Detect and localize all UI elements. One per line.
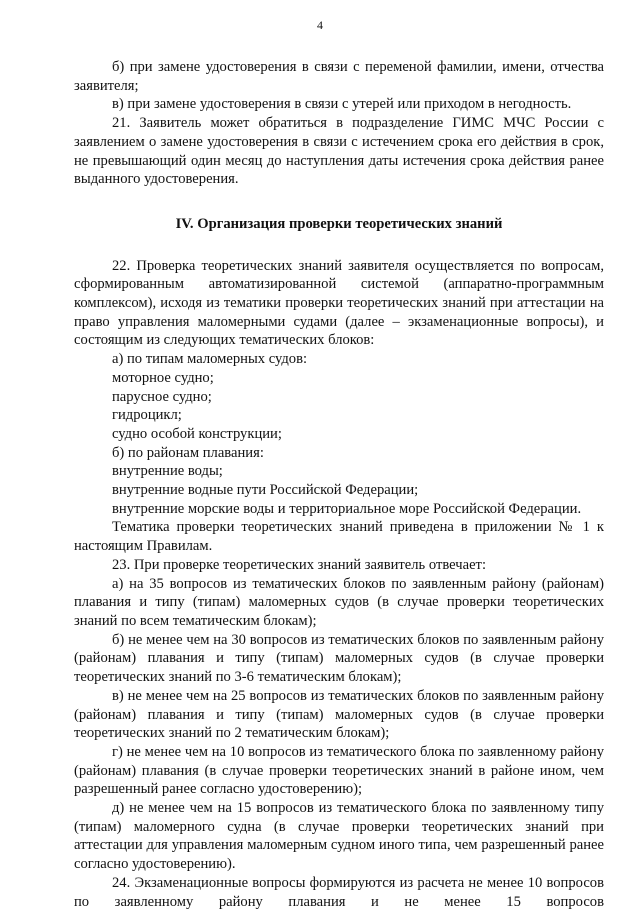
- page-number: 4: [317, 18, 323, 32]
- paragraph: Тематика проверки теоретических знаний приведена в приложении № 1 к настоящим Правилам.: [74, 519, 604, 555]
- paragraph: в) не менее чем на 25 вопросов из тематических блоков по заявленным району (районам) плавания и типу (типам) маломерных судов (в случае проверки теоретических знаний по 2 тематическим блокам);: [74, 687, 604, 742]
- list-item: внутренние морские воды и территориальное море Российской Федерации.: [112, 500, 582, 517]
- paragraph: 24. Экзаменационные вопросы формируются из расчета не менее 10 вопросов по заявленному району плавания и не менее 15 вопросов: [74, 874, 604, 910]
- list-item: судно особой конструкции;: [112, 425, 282, 442]
- paragraph: г) не менее чем на 10 вопросов из тематического блока по заявленному району (районам) плавания (в случае проверки теоретических знаний в районе ином, чем разрешенный ранее согласно удостоверению);: [74, 743, 604, 798]
- paragraph: 22. Проверка теоретических знаний заявителя осуществляется по вопросам, сформированным автоматизированной системой (аппаратно-программным комплексом), исходя из тематики проверки теоретических знаний при аттестации на право управления маломерными судами (далее – экзаменационные вопросы), и состоящим из следующих тематических блоков:: [74, 257, 604, 349]
- list-item: б) по районам плавания:: [112, 444, 264, 461]
- document-body: [74, 58, 604, 911]
- section-heading: IV. Организация проверки теоретических знаний: [175, 215, 503, 232]
- paragraph: в) при замене удостоверения в связи с утерей или приходом в негодность.: [112, 96, 572, 113]
- list-item: а) по типам маломерных судов:: [112, 351, 308, 368]
- paragraph: а) на 35 вопросов из тематических блоков по заявленным району (районам) плавания и типу (типам) маломерных судов (в случае проверки теоретических знаний по всем тематическим блокам);: [74, 575, 604, 629]
- section-before-heading: [74, 58, 604, 189]
- list-item: парусное судно;: [112, 388, 212, 405]
- paragraph: д) не менее чем на 15 вопросов из тематического блока по заявленному типу (типам) маломерного судна (в случае проверки теоретических знаний при аттестации для управления маломерным судном иного типа, чем разрешенный ранее согласно удостоверению).: [74, 800, 604, 873]
- paragraph: 21. Заявитель может обратиться в подразделение ГИМС МЧС России с заявлением о замене удостоверения в связи с истечением срока его действия в срок, не превышающий один месяц до наступления даты истечения срока действия ранее выданного удостоверения.: [74, 115, 604, 188]
- paragraph: 23. При проверке теоретических знаний заявитель отвечает:: [112, 556, 486, 573]
- list-item: гидроцикл;: [112, 407, 182, 424]
- list-item: внутренние воды;: [112, 463, 223, 480]
- list-item: внутренние водные пути Российской Федерации;: [112, 482, 419, 499]
- section-after-heading: [74, 257, 604, 911]
- list-item: моторное судно;: [112, 369, 214, 386]
- paragraph: б) при замене удостоверения в связи с переменой фамилии, имени, отчества заявителя;: [74, 59, 604, 94]
- paragraph: б) не менее чем на 30 вопросов из тематических блоков по заявленным району (районам) плавания и типу (типам) маломерных судов (в случае проверки теоретических знаний по 3-6 тематическим блокам);: [74, 631, 604, 686]
